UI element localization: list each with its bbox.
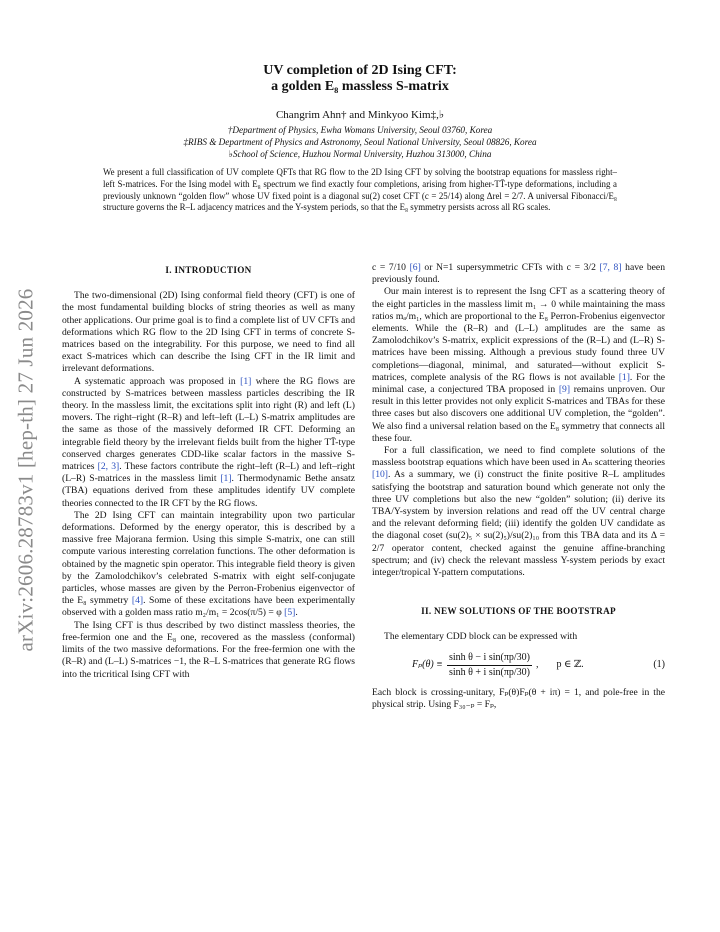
citation-link[interactable]: [7, 8] <box>599 262 622 273</box>
section-heading-bootstrap: II. NEW SOLUTIONS OF THE BOOTSTRAP <box>421 606 616 617</box>
text-run: . Thermodynamic Bethe ansatz (TBA) equations derived from these amplitudes identify UV complete theories connected to the IR CFT by the RG flows. <box>62 473 355 509</box>
author-list: Changrim Ahn† and Minkyoo Kim‡,♭ <box>275 109 445 121</box>
paper-title <box>100 63 620 95</box>
title-line-2: a golden E₈ massless S-matrix <box>271 79 449 94</box>
citation-link[interactable]: [1] <box>240 375 252 387</box>
paragraph-intro-3 <box>62 510 355 620</box>
citation-link[interactable]: [4] <box>131 595 144 607</box>
text-run: A systematic approach was proposed in <box>74 375 241 387</box>
paragraph-classification <box>372 445 665 579</box>
fraction-numerator: sinh θ − i sin(πp/30) <box>447 652 532 666</box>
equation-body <box>412 652 584 679</box>
text-run: The 2D Ising CFT can maintain integrability upon two particular deformations. Deformed by the energy operator, this is described by a massive free Majorana fermion. Using this simple S-matrix, one can still compute various interesting correlation functions. The other deformation is obtained by the magnetic spin operator. This integrable field theory is given by the Zamolodchikov’s celebrated S-matrix with eight self-conjugate particles, whose masses are given by the Perron-Frobenius eigenvector of the E₈ symmetry <box>62 509 355 607</box>
right-column <box>372 262 665 712</box>
abstract: We present a full classification of UV complete QFTs that RG flow to the 2D Ising CFT by solving the bootstrap equations for massless right–left S-matrices. For the Ising model with E₈ spectrum we find exactly four completions, arising from higher-TT̄-type deformations, including a previously unknown “golden flow” whose UV fixed point is a diagonal su(2) coset CFT (c = 25/14) along Δrel = 2/7. A universal Fibonacci/E₈ structure governs the R–L adjacency matrices and the Y-system periods, so that the E₈ symmetry persists across all RG scales. <box>103 167 617 213</box>
text-run: . These factors contribute the right–left (R–L) and left–right (L–R) S-matrices in the massless limit <box>62 461 355 485</box>
text-run: . Some of these excitations have been experimentally observed with a golden mass ratio m₂/m₁ = 2cos(π/5) = φ <box>62 595 355 619</box>
left-column <box>62 262 355 681</box>
text-run: For a full classification, we need to find complete solutions of the massless bootstrap equations which have been used in Aₙ scattering theories <box>372 445 665 469</box>
section-heading-introduction: I. INTRODUCTION <box>165 265 252 275</box>
arxiv-identifier: arXiv:2606.28783v1 [hep-th] 27 Jun 2026 <box>13 288 38 652</box>
paragraph-intro-1: The two-dimensional (2D) Ising conformal field theory (CFT) is one of the most fundamental building blocks of string theories as well as many other applications. Our prime goal is to find a complete list of UV CFTs and deformations which RG flow to the 2D Ising CFT in terms of concrete S-matrices based on the integrability. For this purpose, we need to find all exact S-matrices which can describe the Ising CFT in the IR limit and irrelevant deformations. <box>62 290 355 375</box>
citation-link[interactable]: [9] <box>558 384 571 396</box>
citation-link[interactable]: [1] <box>618 371 630 383</box>
citation-link[interactable]: [5] <box>284 607 296 619</box>
affiliation-3: ♭School of Science, Huzhou Normal University, Huzhou 313000, China <box>228 149 492 159</box>
text-run: remains unproven. Our result in this letter provides not only explicit S-matrices and TBAs for these three cases but also discovers one additional UV completion, the “golden”. We also find a universal relation based on the E₈ symmetry that connects all these four. <box>372 384 666 444</box>
text-run: . For the minimal case, a conjectured TBA proposed in <box>372 371 665 396</box>
affiliation-1: †Department of Physics, Ewha Womans University, Seoul 03760, Korea <box>227 125 493 135</box>
citation-link[interactable]: [6] <box>409 262 421 273</box>
citation-link[interactable]: [10] <box>372 469 388 481</box>
citation-link[interactable]: [1] <box>220 473 232 485</box>
citation-link[interactable]: [2, 3] <box>97 461 120 473</box>
paragraph-intro-4: The Ising CFT is thus described by two distinct massless theories, the free-fermion one and the E₈ one, recovered as the massless (conformal) limits of the two massive deformations. For the free-fermion one with the (R–R) and (L–L) S-matrices −1, the R–L S-matrices that generate RG flows into the tricritical Ising CFT with <box>62 619 355 680</box>
equation-comma: , <box>535 659 539 671</box>
text-run: or N=1 supersymmetric CFTs with c = 3/2 <box>420 262 600 273</box>
text-run: where the RG flows are constructed by S-matrices between massless particles describing the IR theory. In the massless limit, the excitations split into right (R) and left (L) movers. The right–right (R–R) and left–left (L–L) S-matrix amplitudes are the same as those of the massively deformed IR CFT. Deforming an integrable field theory by the irrelevant fields built from the higher TT̄-type conserved charges generates CDD-like scalar factors in the massive S-matrices <box>62 375 356 473</box>
paragraph-continued <box>372 262 665 286</box>
text-run: have been previously found. <box>372 262 665 286</box>
text-run: c = 7/10 <box>372 262 410 273</box>
equation-1 <box>372 652 665 679</box>
text-run: . <box>295 607 298 619</box>
text-run: Our main interest is to represent the Isng CFT as a scattering theory of the eight particles in the massless limit m₁ → 0 while maintaining the mass ratios mₐ/m₁, which are proportional to the E₈ Perron-Frobenius eigenvector elements. While the (R–R) and (L–L) amplitudes are the same as Zamolodchikov’s S-matrix, explicit expressions of the (R–L) and (L–R) S-matrices have been missing. Although a previous study found three UV completions—diagonal, minimal, and saturated—without explicit S-matrices, complete analysis of the RG flows is not available <box>372 286 665 383</box>
arxiv-sidebar-stamp <box>6 260 46 680</box>
affiliation-2: ‡RIBS & Department of Physics and Astronomy, Seoul National University, Seoul 08826, Korea <box>183 137 537 147</box>
equation-condition: p ∈ ℤ. <box>556 659 584 671</box>
equation-lhs: Fₚ(θ) ≡ <box>412 659 443 671</box>
title-line-1: UV completion of 2D Ising CFT: <box>263 63 457 78</box>
equation-fraction <box>447 652 532 679</box>
affiliations <box>90 124 630 160</box>
paragraph-crossing-unitary: Each block is crossing-unitary, Fₚ(θ)Fₚ(θ + iπ) = 1, and pole-free in the physical strip. Using F₃₀₋ₚ = Fₚ, <box>372 687 665 711</box>
paragraph-intro-2 <box>62 376 355 510</box>
paragraph-main-interest <box>372 286 665 445</box>
fraction-denominator: sinh θ + i sin(πp/30) <box>448 666 530 678</box>
paragraph-cdd-intro: The elementary CDD block can be expressed with <box>384 631 578 643</box>
equation-number: (1) <box>653 659 665 671</box>
text-run: . As a summary, we (i) construct the finite positive R–L amplitudes satisfying the bootstrap and saturation bound which generate not only the three UV completions but also the new “golden” solution; (ii) derive its TBA/Y-system by inversion relations and read off the UV central charge and the relevant deforming field; (iii) identify the golden UV candidate as the diagonal coset (su(2)₅ × su(2)₅)/su(2)₁₀ from this TBA data and its Δ = 2/7 operator content, checked against the genuine affine-branching spectrum; and (iv) check the relevant massless Y-system periods by exact integer/tropical Y-pattern computations. <box>372 469 665 579</box>
